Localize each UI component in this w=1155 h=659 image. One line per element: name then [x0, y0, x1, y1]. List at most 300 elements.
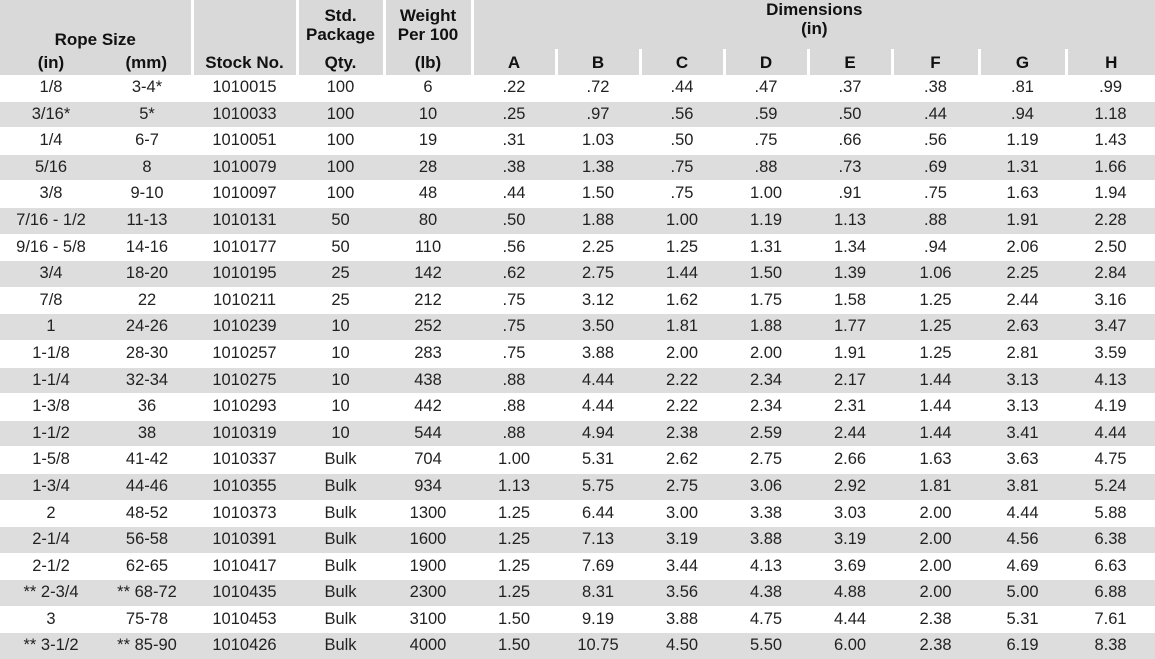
cell-stock-no: 1010015: [192, 75, 297, 101]
cell-rope-size-mm: 48-52: [102, 500, 192, 527]
cell-dim-f: .44: [892, 101, 979, 128]
cell-rope-size-mm: ** 68-72: [102, 580, 192, 607]
cell-dim-d: 2.34: [724, 394, 808, 421]
col-header-rope-in: (in): [0, 49, 102, 75]
table-row: [0, 447, 1155, 474]
cell-dim-f: 1.44: [892, 367, 979, 394]
cell-dim-a: .44: [472, 181, 556, 208]
cell-dim-g: 3.81: [979, 473, 1066, 500]
cell-dim-c: .50: [640, 128, 724, 155]
cell-stock-no: 1010239: [192, 314, 297, 341]
cell-package-qty: 50: [297, 207, 384, 234]
cell-dim-h: 1.66: [1066, 154, 1155, 181]
cell-rope-size-mm: 62-65: [102, 553, 192, 580]
cell-dim-e: 1.13: [808, 207, 892, 234]
dimensions-header: [472, 0, 1155, 49]
cell-dim-e: 3.03: [808, 500, 892, 527]
cell-package-qty: 100: [297, 128, 384, 155]
cell-package-qty: Bulk: [297, 447, 384, 474]
cell-dim-g: 3.13: [979, 394, 1066, 421]
cell-package-qty: 10: [297, 367, 384, 394]
std-package-header: [297, 0, 384, 49]
cell-rope-size-mm: 24-26: [102, 314, 192, 341]
std-label: Std.: [324, 5, 357, 25]
package-label: Package: [306, 24, 375, 44]
cell-package-qty: 25: [297, 287, 384, 314]
cell-dim-d: 1.88: [724, 314, 808, 341]
cell-rope-size-mm: 5*: [102, 101, 192, 128]
col-header-dim-e: E: [808, 49, 892, 75]
cell-dim-c: 3.56: [640, 580, 724, 607]
table-row: [0, 420, 1155, 447]
cell-dim-d: 1.00: [724, 181, 808, 208]
table-row: [0, 234, 1155, 261]
cell-package-qty: Bulk: [297, 527, 384, 554]
cell-rope-size-mm: 38: [102, 420, 192, 447]
cell-dim-d: 1.50: [724, 261, 808, 288]
cell-dim-g: 2.63: [979, 314, 1066, 341]
cell-weight: 48: [384, 181, 472, 208]
cell-stock-no: 1010391: [192, 527, 297, 554]
cell-dim-b: 6.44: [556, 500, 640, 527]
col-header-dim-c: C: [640, 49, 724, 75]
col-header-dim-h: H: [1066, 49, 1155, 75]
cell-package-qty: 25: [297, 261, 384, 288]
cell-dim-g: 6.19: [979, 633, 1066, 659]
rope-size-header: Rope Size: [0, 0, 192, 49]
cell-rope-size-in: 3/16*: [0, 101, 102, 128]
cell-dim-e: 2.31: [808, 394, 892, 421]
cell-dim-a: .75: [472, 314, 556, 341]
cell-stock-no: 1010097: [192, 181, 297, 208]
cell-rope-size-in: ** 3-1/2: [0, 633, 102, 659]
cell-stock-no: 1010417: [192, 553, 297, 580]
table-row: [0, 527, 1155, 554]
cell-dim-f: .88: [892, 207, 979, 234]
cell-stock-no: 1010337: [192, 447, 297, 474]
cell-stock-no: 1010355: [192, 473, 297, 500]
cell-dim-a: 1.25: [472, 527, 556, 554]
table-body: [0, 75, 1155, 659]
cell-dim-c: 2.00: [640, 340, 724, 367]
cell-dim-g: 2.81: [979, 340, 1066, 367]
cell-rope-size-in: 7/8: [0, 287, 102, 314]
cell-rope-size-in: 3/8: [0, 181, 102, 208]
cell-dim-g: 4.69: [979, 553, 1066, 580]
cell-dim-e: 1.77: [808, 314, 892, 341]
cell-package-qty: 100: [297, 181, 384, 208]
header-row-sub: [0, 49, 1155, 75]
cell-dim-h: 7.61: [1066, 606, 1155, 633]
cell-rope-size-in: 1/8: [0, 75, 102, 101]
col-header-dim-f: F: [892, 49, 979, 75]
cell-weight: 10: [384, 101, 472, 128]
cell-dim-f: 2.00: [892, 500, 979, 527]
table-row: [0, 473, 1155, 500]
cell-dim-e: 2.92: [808, 473, 892, 500]
cell-dim-h: 6.88: [1066, 580, 1155, 607]
cell-dim-f: 1.44: [892, 394, 979, 421]
cell-dim-c: 1.62: [640, 287, 724, 314]
col-header-rope-mm: (mm): [102, 49, 192, 75]
cell-dim-f: 1.25: [892, 340, 979, 367]
cell-dim-c: 3.88: [640, 606, 724, 633]
cell-stock-no: 1010051: [192, 128, 297, 155]
cell-dim-b: .97: [556, 101, 640, 128]
cell-dim-b: 5.75: [556, 473, 640, 500]
cell-package-qty: 10: [297, 340, 384, 367]
table-row: [0, 340, 1155, 367]
weight-label: Weight: [399, 5, 457, 25]
cell-dim-g: 3.41: [979, 420, 1066, 447]
cell-dim-f: 1.63: [892, 447, 979, 474]
cell-dim-f: 1.44: [892, 420, 979, 447]
cell-dim-f: .38: [892, 75, 979, 101]
cell-weight: 1900: [384, 553, 472, 580]
cell-package-qty: 10: [297, 420, 384, 447]
cell-dim-b: 3.50: [556, 314, 640, 341]
table-row: [0, 128, 1155, 155]
cell-dim-d: 4.13: [724, 553, 808, 580]
cell-dim-a: .50: [472, 207, 556, 234]
cell-dim-c: 2.75: [640, 473, 724, 500]
cell-stock-no: 1010453: [192, 606, 297, 633]
cell-dim-g: 1.91: [979, 207, 1066, 234]
col-header-qty: Qty.: [297, 49, 384, 75]
cell-dim-g: 5.00: [979, 580, 1066, 607]
cell-weight: 1300: [384, 500, 472, 527]
cell-dim-e: 1.39: [808, 261, 892, 288]
cell-dim-e: .50: [808, 101, 892, 128]
cell-stock-no: 1010435: [192, 580, 297, 607]
table-row: [0, 394, 1155, 421]
cell-package-qty: 10: [297, 394, 384, 421]
cell-dim-c: 1.00: [640, 207, 724, 234]
cell-rope-size-in: ** 2-3/4: [0, 580, 102, 607]
cell-dim-b: 1.03: [556, 128, 640, 155]
cell-rope-size-mm: 36: [102, 394, 192, 421]
col-header-stock-no: Stock No.: [192, 49, 297, 75]
cell-dim-h: 1.18: [1066, 101, 1155, 128]
cell-stock-no: 1010211: [192, 287, 297, 314]
cell-rope-size-in: 1-1/2: [0, 420, 102, 447]
cell-dim-h: 4.13: [1066, 367, 1155, 394]
cell-dim-a: 1.13: [472, 473, 556, 500]
cell-dim-f: .75: [892, 181, 979, 208]
cell-dim-b: 3.12: [556, 287, 640, 314]
table-row: [0, 207, 1155, 234]
table-row: [0, 580, 1155, 607]
cell-package-qty: Bulk: [297, 580, 384, 607]
cell-dim-e: 2.66: [808, 447, 892, 474]
table-row: [0, 314, 1155, 341]
cell-dim-a: .31: [472, 128, 556, 155]
cell-dim-f: 2.38: [892, 633, 979, 659]
table-header: [0, 0, 1155, 75]
cell-dim-g: 2.44: [979, 287, 1066, 314]
cell-rope-size-in: 1: [0, 314, 102, 341]
cell-weight: 110: [384, 234, 472, 261]
header-row-top: [0, 0, 1155, 49]
cell-dim-a: 1.25: [472, 500, 556, 527]
cell-dim-b: 3.88: [556, 340, 640, 367]
cell-dim-c: 2.62: [640, 447, 724, 474]
cell-dim-h: 5.24: [1066, 473, 1155, 500]
cell-dim-b: 4.44: [556, 367, 640, 394]
cell-rope-size-mm: 8: [102, 154, 192, 181]
cell-rope-size-mm: 28-30: [102, 340, 192, 367]
cell-dim-c: .75: [640, 154, 724, 181]
cell-dim-h: 4.44: [1066, 420, 1155, 447]
cell-dim-g: 3.13: [979, 367, 1066, 394]
cell-dim-b: 2.25: [556, 234, 640, 261]
dimensions-label: Dimensions: [766, 0, 863, 19]
cell-dim-h: 6.63: [1066, 553, 1155, 580]
table-row: [0, 261, 1155, 288]
cell-dim-f: .69: [892, 154, 979, 181]
cell-rope-size-mm: 11-13: [102, 207, 192, 234]
cell-package-qty: 100: [297, 75, 384, 101]
cell-dim-c: .56: [640, 101, 724, 128]
table-row: [0, 181, 1155, 208]
cell-dim-g: 3.63: [979, 447, 1066, 474]
cell-dim-f: 2.38: [892, 606, 979, 633]
cell-dim-b: 9.19: [556, 606, 640, 633]
cell-dim-c: 1.44: [640, 261, 724, 288]
table-row: [0, 101, 1155, 128]
cell-dim-c: 2.22: [640, 394, 724, 421]
stock-no-header-top: [192, 0, 297, 49]
col-header-dim-a: A: [472, 49, 556, 75]
cell-package-qty: 100: [297, 101, 384, 128]
cell-dim-e: 4.44: [808, 606, 892, 633]
cell-weight: 4000: [384, 633, 472, 659]
cell-weight: 283: [384, 340, 472, 367]
cell-dim-c: 3.19: [640, 527, 724, 554]
cell-dim-c: 2.38: [640, 420, 724, 447]
cell-dim-f: 2.00: [892, 527, 979, 554]
cell-weight: 212: [384, 287, 472, 314]
cell-dim-f: 2.00: [892, 580, 979, 607]
weight-header: [384, 0, 472, 49]
cell-weight: 80: [384, 207, 472, 234]
cell-rope-size-in: 1-3/8: [0, 394, 102, 421]
cell-dim-c: 3.00: [640, 500, 724, 527]
cell-dim-d: 4.75: [724, 606, 808, 633]
cell-rope-size-mm: 18-20: [102, 261, 192, 288]
cell-dim-h: 4.75: [1066, 447, 1155, 474]
table-row: [0, 367, 1155, 394]
cell-dim-b: 2.75: [556, 261, 640, 288]
cell-dim-h: 1.43: [1066, 128, 1155, 155]
cell-weight: 6: [384, 75, 472, 101]
cell-dim-e: 2.44: [808, 420, 892, 447]
cell-dim-a: .62: [472, 261, 556, 288]
cell-weight: 2300: [384, 580, 472, 607]
cell-rope-size-mm: 44-46: [102, 473, 192, 500]
cell-dim-e: 2.17: [808, 367, 892, 394]
cell-dim-f: .56: [892, 128, 979, 155]
cell-dim-c: .75: [640, 181, 724, 208]
cell-dim-d: 3.88: [724, 527, 808, 554]
cell-dim-h: 3.47: [1066, 314, 1155, 341]
cell-rope-size-mm: 56-58: [102, 527, 192, 554]
cell-dim-e: 3.19: [808, 527, 892, 554]
cell-dim-a: .25: [472, 101, 556, 128]
cell-dim-c: 2.22: [640, 367, 724, 394]
cell-rope-size-in: 1-1/8: [0, 340, 102, 367]
cell-dim-a: 1.50: [472, 606, 556, 633]
cell-weight: 544: [384, 420, 472, 447]
cell-stock-no: 1010079: [192, 154, 297, 181]
table-row: [0, 500, 1155, 527]
cell-dim-b: 4.94: [556, 420, 640, 447]
cell-stock-no: 1010426: [192, 633, 297, 659]
cell-dim-e: .66: [808, 128, 892, 155]
cell-dim-b: 5.31: [556, 447, 640, 474]
cell-dim-a: .38: [472, 154, 556, 181]
cell-stock-no: 1010319: [192, 420, 297, 447]
cell-dim-b: 8.31: [556, 580, 640, 607]
cell-rope-size-mm: 75-78: [102, 606, 192, 633]
cell-weight: 252: [384, 314, 472, 341]
cell-rope-size-mm: 6-7: [102, 128, 192, 155]
cell-dim-c: .44: [640, 75, 724, 101]
cell-dim-c: 1.81: [640, 314, 724, 341]
cell-weight: 438: [384, 367, 472, 394]
cell-dim-b: 4.44: [556, 394, 640, 421]
cell-stock-no: 1010033: [192, 101, 297, 128]
table-row: [0, 287, 1155, 314]
cell-dim-e: .37: [808, 75, 892, 101]
cell-dim-e: 6.00: [808, 633, 892, 659]
cell-dim-h: 3.59: [1066, 340, 1155, 367]
col-header-dim-d: D: [724, 49, 808, 75]
cell-dim-f: 1.25: [892, 314, 979, 341]
cell-dim-a: .75: [472, 287, 556, 314]
cell-dim-g: 1.31: [979, 154, 1066, 181]
cell-package-qty: Bulk: [297, 553, 384, 580]
cell-dim-g: 4.44: [979, 500, 1066, 527]
cell-dim-d: .75: [724, 128, 808, 155]
cell-weight: 3100: [384, 606, 472, 633]
cell-dim-a: .88: [472, 420, 556, 447]
cell-dim-g: 2.25: [979, 261, 1066, 288]
cell-dim-b: 7.69: [556, 553, 640, 580]
cell-dim-h: 4.19: [1066, 394, 1155, 421]
cell-dim-g: .81: [979, 75, 1066, 101]
cell-dim-f: .94: [892, 234, 979, 261]
table-row: [0, 75, 1155, 101]
cell-dim-a: .75: [472, 340, 556, 367]
cell-weight: 19: [384, 128, 472, 155]
cell-dim-a: .88: [472, 394, 556, 421]
cell-dim-f: 1.81: [892, 473, 979, 500]
table-row: [0, 154, 1155, 181]
cell-weight: 28: [384, 154, 472, 181]
cell-weight: 934: [384, 473, 472, 500]
cell-dim-g: 4.56: [979, 527, 1066, 554]
cell-dim-d: 1.31: [724, 234, 808, 261]
cell-package-qty: Bulk: [297, 473, 384, 500]
cell-dim-h: 8.38: [1066, 633, 1155, 659]
cell-stock-no: 1010293: [192, 394, 297, 421]
cell-dim-f: 1.25: [892, 287, 979, 314]
cell-dim-e: .91: [808, 181, 892, 208]
cell-dim-g: 1.19: [979, 128, 1066, 155]
cell-stock-no: 1010177: [192, 234, 297, 261]
cell-rope-size-mm: 14-16: [102, 234, 192, 261]
cell-dim-g: .94: [979, 101, 1066, 128]
cell-dim-h: 2.28: [1066, 207, 1155, 234]
cell-rope-size-in: 1-5/8: [0, 447, 102, 474]
cell-dim-b: 1.88: [556, 207, 640, 234]
cell-rope-size-mm: 3-4*: [102, 75, 192, 101]
cell-dim-h: 5.88: [1066, 500, 1155, 527]
cell-dim-a: .22: [472, 75, 556, 101]
cell-dim-h: 1.94: [1066, 181, 1155, 208]
cell-dim-a: .56: [472, 234, 556, 261]
table-row: [0, 606, 1155, 633]
cell-dim-e: 4.88: [808, 580, 892, 607]
cell-rope-size-in: 9/16 - 5/8: [0, 234, 102, 261]
cell-dim-d: 3.06: [724, 473, 808, 500]
cell-dim-d: 1.75: [724, 287, 808, 314]
cell-dim-b: 1.38: [556, 154, 640, 181]
cell-dim-a: 1.00: [472, 447, 556, 474]
cell-weight: 142: [384, 261, 472, 288]
cell-stock-no: 1010373: [192, 500, 297, 527]
cell-dim-c: 4.50: [640, 633, 724, 659]
cell-rope-size-in: 1/4: [0, 128, 102, 155]
cell-dim-d: 4.38: [724, 580, 808, 607]
cell-dim-e: .73: [808, 154, 892, 181]
cell-dim-d: 1.19: [724, 207, 808, 234]
cell-dim-e: 3.69: [808, 553, 892, 580]
cell-rope-size-mm: 22: [102, 287, 192, 314]
cell-dim-h: .99: [1066, 75, 1155, 101]
cell-rope-size-in: 2: [0, 500, 102, 527]
cell-package-qty: Bulk: [297, 633, 384, 659]
cell-rope-size-mm: ** 85-90: [102, 633, 192, 659]
col-header-dim-b: B: [556, 49, 640, 75]
cell-rope-size-in: 5/16: [0, 154, 102, 181]
cell-package-qty: 50: [297, 234, 384, 261]
cell-rope-size-in: 1-1/4: [0, 367, 102, 394]
cell-stock-no: 1010131: [192, 207, 297, 234]
col-header-weight-lb: (lb): [384, 49, 472, 75]
cell-dim-d: .59: [724, 101, 808, 128]
cell-rope-size-in: 1-3/4: [0, 473, 102, 500]
cell-package-qty: 10: [297, 314, 384, 341]
cell-dim-f: 2.00: [892, 553, 979, 580]
cell-dim-b: 7.13: [556, 527, 640, 554]
cell-rope-size-mm: 9-10: [102, 181, 192, 208]
cell-dim-h: 2.84: [1066, 261, 1155, 288]
cell-package-qty: 100: [297, 154, 384, 181]
cell-rope-size-in: 3: [0, 606, 102, 633]
cell-dim-d: 2.34: [724, 367, 808, 394]
cell-dim-g: 5.31: [979, 606, 1066, 633]
cell-dim-f: 1.06: [892, 261, 979, 288]
cell-package-qty: Bulk: [297, 500, 384, 527]
cell-dim-a: 1.25: [472, 580, 556, 607]
cell-dim-d: 2.59: [724, 420, 808, 447]
cell-dim-c: 1.25: [640, 234, 724, 261]
per-100-label: Per 100: [397, 24, 459, 44]
cell-dim-b: .72: [556, 75, 640, 101]
cell-dim-g: 2.06: [979, 234, 1066, 261]
